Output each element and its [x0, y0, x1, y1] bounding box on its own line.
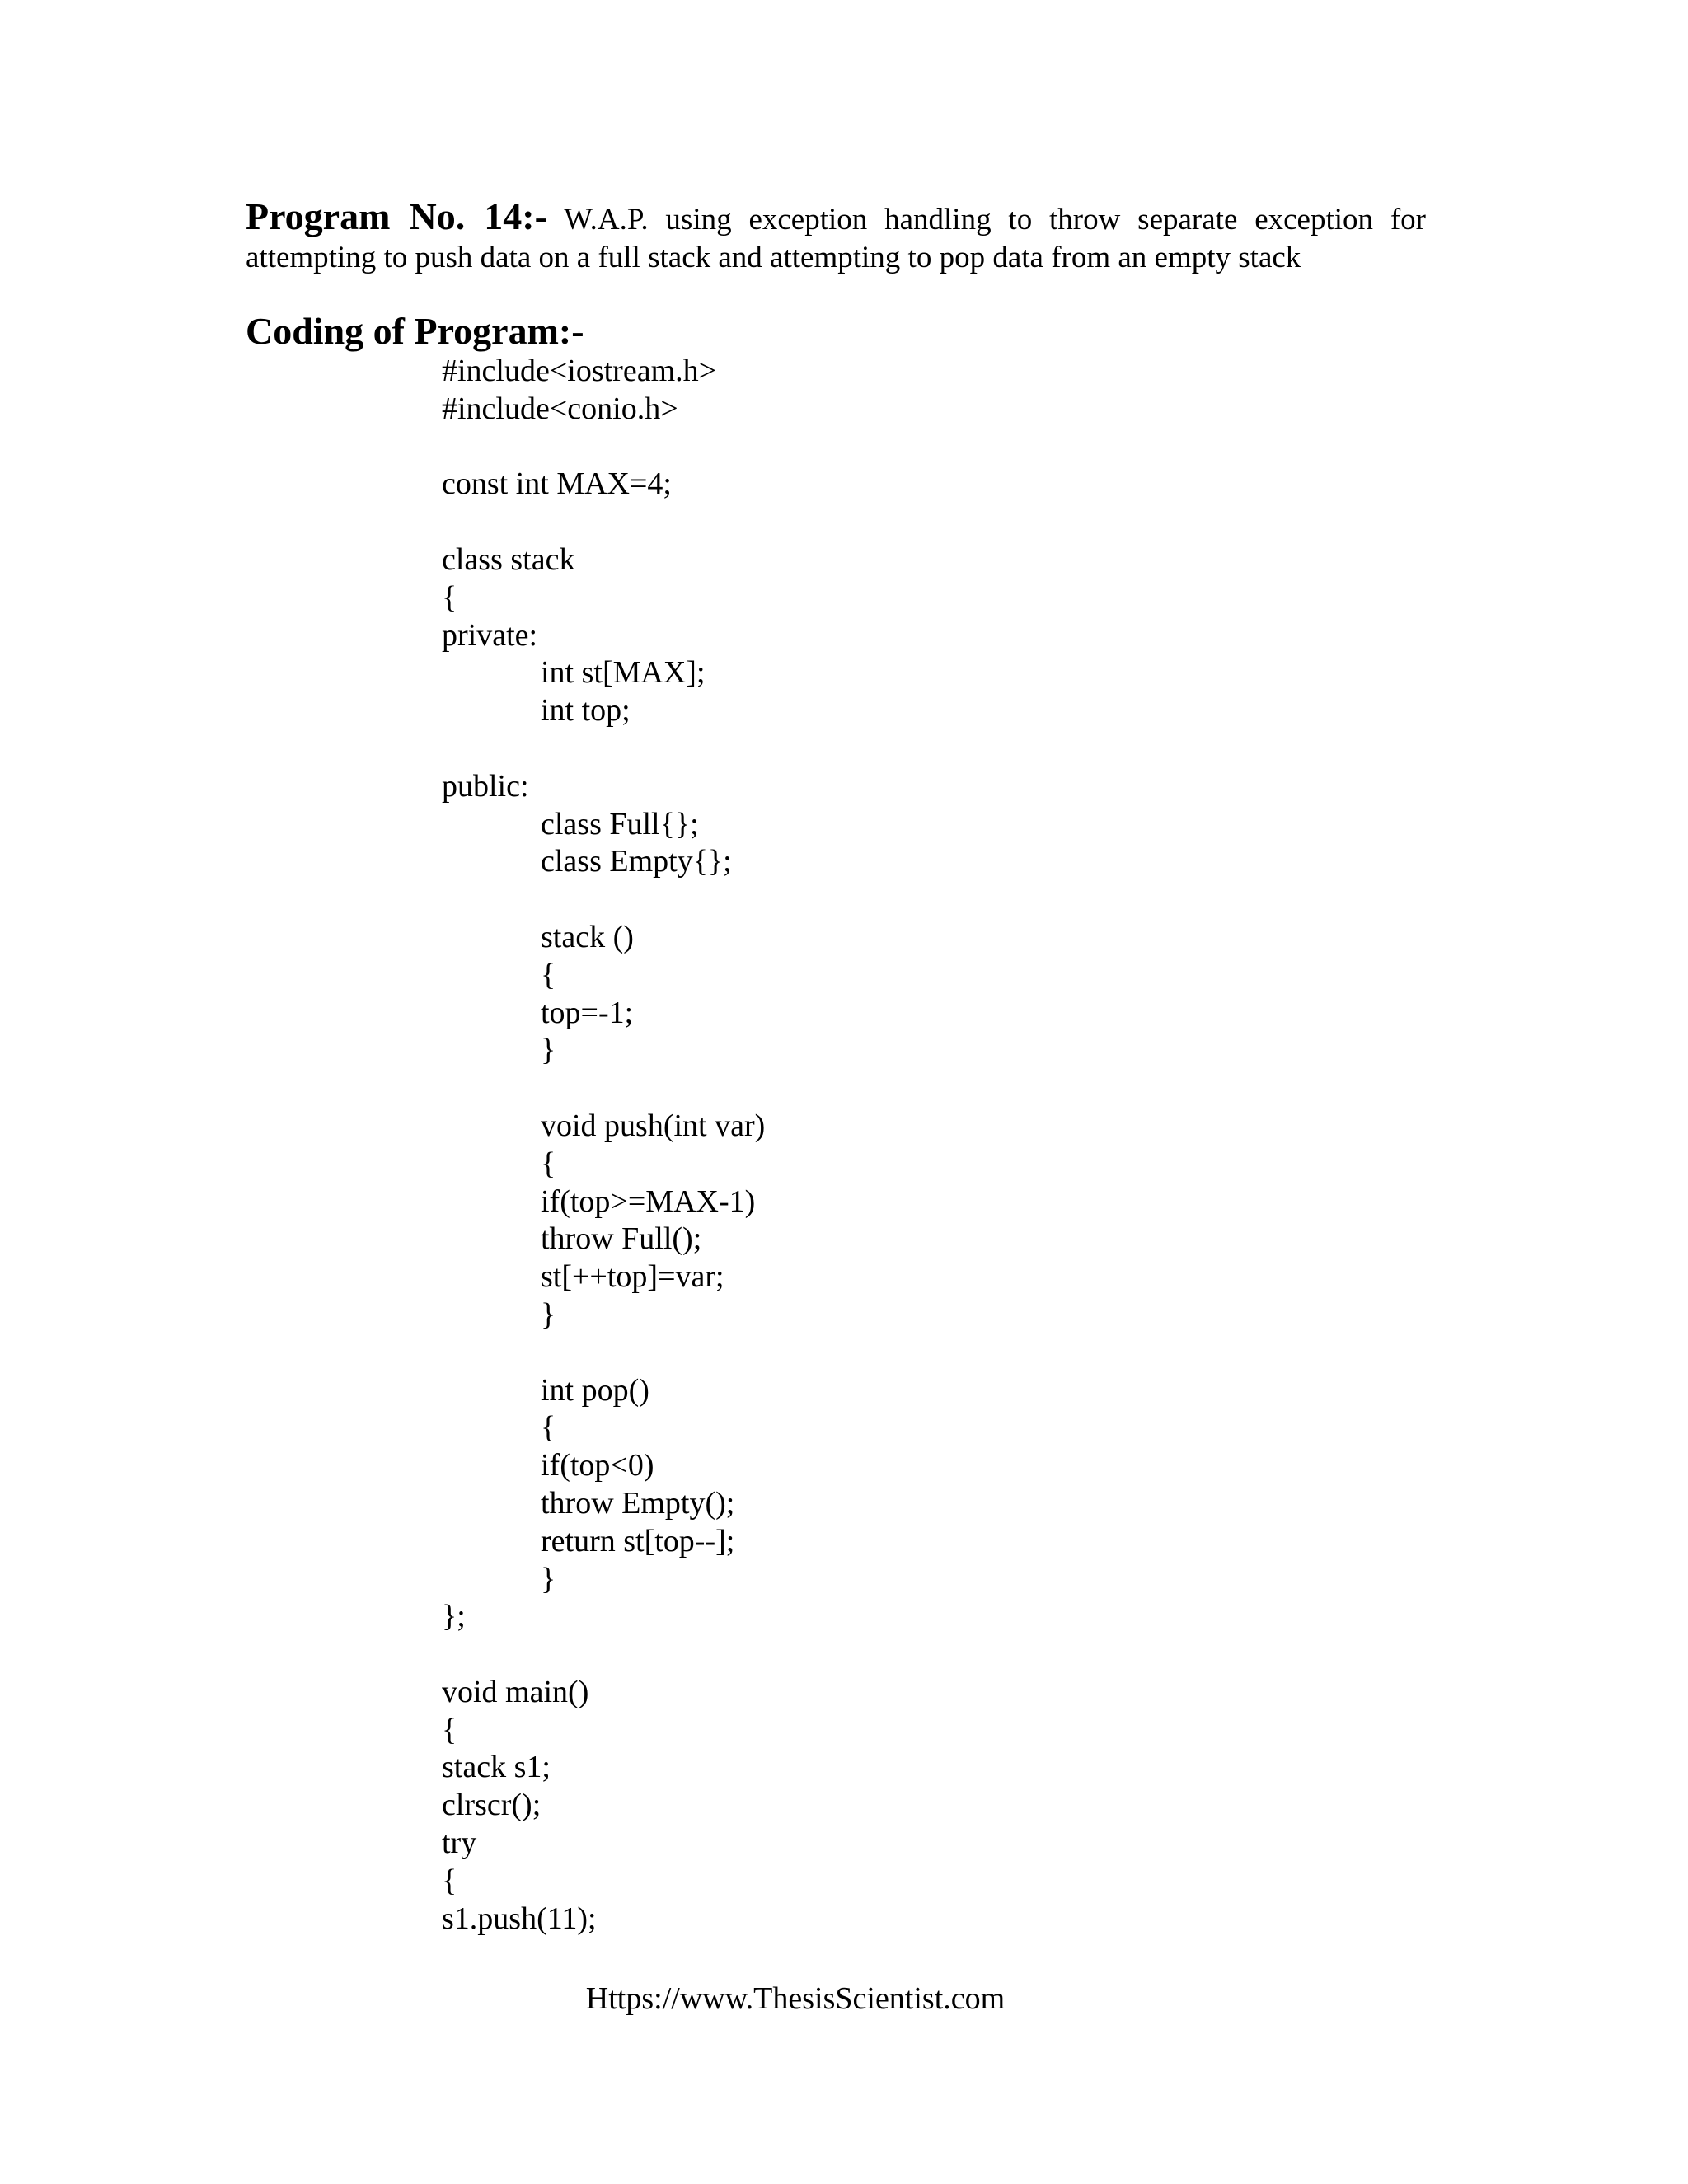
code-line: { — [541, 1146, 556, 1181]
code-line: { — [541, 1410, 556, 1446]
code-line: { — [442, 1712, 457, 1747]
program-number-label: Program No. 14:- — [246, 195, 547, 237]
code-line: } — [541, 1033, 556, 1068]
code-line: stack s1; — [442, 1750, 551, 1785]
code-line — [442, 429, 765, 466]
code-line — [442, 1636, 765, 1674]
code-line: private: — [442, 617, 538, 653]
code-line: clrscr(); — [442, 1788, 542, 1823]
code-line: void main() — [442, 1674, 589, 1709]
code-line: { — [442, 1863, 457, 1898]
code-line — [442, 730, 765, 768]
program-title-line — [246, 195, 1426, 239]
section-title: Coding of Program:- — [246, 310, 584, 352]
code-line: class Empty{}; — [541, 844, 732, 879]
code-line — [442, 504, 765, 541]
code-line: try — [442, 1825, 477, 1861]
code-line: stack () — [541, 919, 634, 954]
code-line: throw Empty(); — [541, 1485, 735, 1521]
code-line: return st[top--]; — [541, 1523, 735, 1558]
code-line: st[++top]=var; — [541, 1259, 724, 1295]
code-line: #include<conio.h> — [442, 391, 678, 426]
code-line: } — [541, 1561, 556, 1596]
code-listing — [442, 353, 765, 1938]
code-line: int st[MAX]; — [541, 655, 706, 691]
code-line: #include<iostream.h> — [442, 354, 717, 388]
code-line — [442, 881, 765, 919]
code-line — [442, 1334, 765, 1372]
code-line — [442, 1070, 765, 1108]
code-line: }; — [442, 1599, 466, 1634]
program-description-line1: W.A.P. using exception handling to throw separate exception for — [564, 203, 1426, 237]
footer-url: Https://www.ThesisScientist.com — [585, 1981, 1006, 2016]
code-line: { — [541, 957, 556, 992]
code-line: top=-1; — [541, 995, 634, 1030]
code-line: throw Full(); — [541, 1221, 702, 1257]
program-heading — [246, 195, 1426, 277]
code-line: const int MAX=4; — [442, 466, 672, 502]
code-line: if(top>=MAX-1) — [541, 1183, 756, 1219]
code-line: { — [442, 579, 457, 615]
code-line: public: — [442, 768, 529, 804]
code-line: int top; — [541, 693, 631, 729]
code-line: int pop() — [541, 1372, 649, 1408]
code-line: void push(int var) — [541, 1108, 766, 1143]
code-line: class stack — [442, 541, 575, 577]
program-description-line2: attempting to push data on a full stack and attempting to pop data from an empty stack — [246, 241, 1301, 274]
code-line: if(top<0) — [541, 1448, 654, 1483]
code-line: s1.push(11); — [442, 1900, 597, 1936]
code-line: } — [541, 1296, 556, 1332]
code-line: class Full{}; — [541, 806, 699, 841]
